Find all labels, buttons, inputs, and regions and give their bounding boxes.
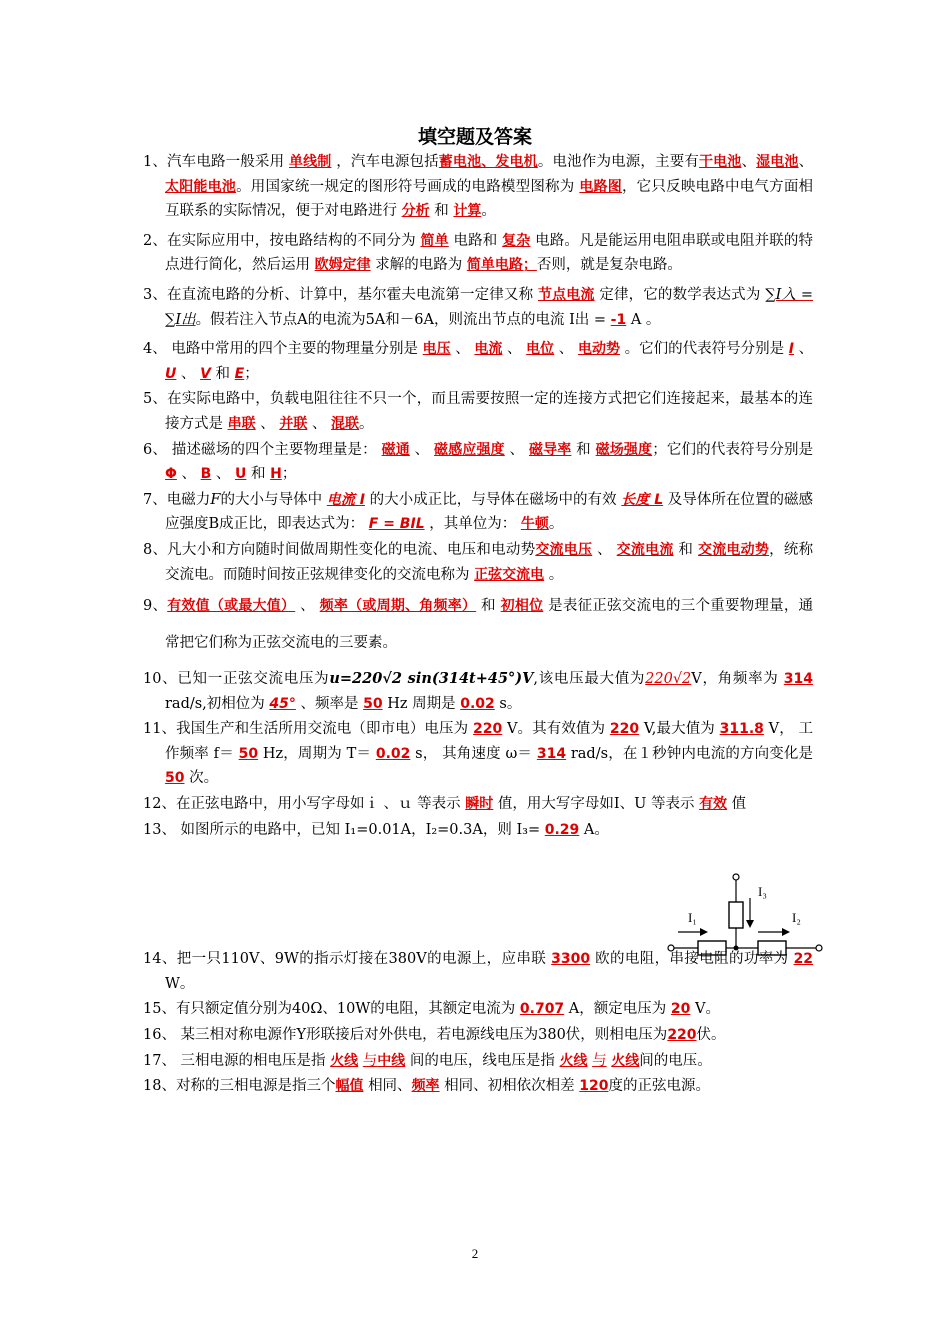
answer: 火线 (611, 1052, 640, 1069)
answer: 50 (165, 770, 185, 787)
answer: 单线制 (289, 154, 332, 170)
question-14: 14、把一只110V、9W的指示灯接在380V的电源上，应串联 3300 欧的电阻，串接电阻的功率为 22 W。 (143, 951, 814, 992)
answer: 湿电池 (756, 154, 799, 170)
answer: 磁通 (381, 441, 410, 458)
terminal-left (668, 945, 674, 951)
label-i3: I₃ (758, 884, 767, 899)
answer: 节点电流 (537, 286, 595, 303)
answer: 有效值（或最大值） (167, 598, 296, 615)
terminal-right (816, 945, 822, 951)
label-i2: I₂ (792, 910, 801, 925)
answer: 电动势 (577, 341, 620, 358)
answer: 0.02 (460, 695, 495, 712)
answer: 45° (269, 695, 296, 712)
answer: Φ (165, 466, 177, 483)
question-15: 15、有只额定值分别为40Ω、10W的电阻，其额定电流为 0.707 A，额定电压为 20 V。 (143, 1001, 720, 1018)
answer: 有效 (699, 796, 728, 813)
page-number: 2 (471, 1246, 479, 1261)
answer: 磁导率 (528, 441, 572, 458)
answer: 220 (472, 721, 503, 738)
answer: 简单电路； (466, 257, 537, 274)
answer: 串联 (227, 415, 256, 432)
answer: 50 (363, 695, 383, 712)
answer: 0.29 (544, 821, 580, 838)
question-13: 13、 如图所示的电路中，已知 I₁=0.01A，I₂=0.3A，则 I₃= 0.29 A。 (143, 821, 609, 838)
question-4: 4、 电路中常用的四个主要的物理量分别是 电压 、 电流 、 电位 、 电动势 。它们的代表符号分别是 I 、 U 、 V 和 E； (143, 341, 814, 382)
question-10: 10、已知一正弦交流电压为u=220√2 sin(314t+45°)V,该电压最大值为220√2V，角频率为 314 rad/s,初相位为 45° 、频率是 50 Hz 周期是 0.02 s。 (143, 670, 814, 712)
resistor-2 (758, 941, 786, 955)
answer: 牛顿 (520, 516, 549, 533)
terminal-top (733, 874, 739, 880)
answer: 干电池 (699, 154, 742, 170)
question-3: 3、在直流电路的分析、计算中，基尔霍夫电流第一定律又称 节点电流 定律，它的数学表达式为 ∑I入 = ∑I出。假若注入节点A的电流为5A和－6A，则流出节点的电流 I出 = -1 A 。 (143, 286, 814, 328)
resistor-1 (698, 941, 726, 955)
answer: 电流 I (326, 491, 365, 508)
answer: 频率（或周期、角频率） (319, 598, 477, 615)
answer: V (200, 365, 211, 382)
answer: 磁场强度 (595, 441, 653, 458)
voltage-expression: u=220√2 sin(314t+45°)V (329, 670, 534, 688)
question-18: 18、对称的三相电源是指三个幅值 相同、频率 相同、初相依次相差 120度的正弦电源。 (143, 1078, 711, 1095)
question-6: 6、 描述磁场的四个主要物理量是： 磁通 、 磁感应强度 、 磁导率 和 磁场强度；它们的代表符号分别是 Φ 、 B 、 U 和 H； (143, 441, 814, 483)
answer: 120 (579, 1078, 609, 1095)
answer: 瞬时 (465, 796, 494, 813)
answer: 分析 (401, 203, 430, 220)
page-title: 填空题及答案 (417, 126, 532, 148)
arrow-i3-head (746, 920, 754, 928)
answer: 初相位 (500, 598, 544, 615)
answer: 磁感应强度 (434, 441, 505, 458)
answer: 混联 (331, 415, 360, 432)
resistor-3 (729, 902, 743, 928)
answer: 20 (670, 1001, 691, 1018)
answer: 复杂 (502, 232, 531, 249)
answer: 314 (783, 671, 814, 688)
answer: 正弦交流电 (474, 566, 545, 583)
answer: B (200, 466, 212, 483)
answer: 220 (667, 1027, 697, 1044)
answer: 交流电流 (616, 541, 674, 558)
answer: 中线 (377, 1052, 406, 1069)
answer: 电压 (422, 341, 451, 358)
answer: 火线 (330, 1052, 359, 1069)
answer: 太阳能电池 (165, 178, 237, 195)
question-12: 12、在正弦电路中，用小写字母如ｉ 、ｕ 等表示 瞬时 值，用大写字母如I、U 等表示 有效 值 (143, 796, 747, 813)
question-2: 2、在实际应用中，按电路结构的不同分为 简单 电路和 复杂 电路。凡是能运用电阻串联或电阻并联的特点进行简化，然后运用 欧姆定律 求解的电路为 简单电路；否则，就是复杂电路。 (143, 232, 814, 274)
answer: E (234, 365, 245, 382)
answer: 22 (793, 951, 814, 968)
answer: 电路图 (579, 178, 622, 195)
question-11: 11、我国生产和生活所用交流电（即市电）电压为 220 V。其有效值为 220 V,最大值为 311.8 V， 工作频率 f＝ 50 Hz，周期为 T＝ 0.02 s， 其角速度 ω＝ 314 rad/s，在１秒钟内电流的方向变化是 50 次。 (143, 721, 814, 787)
answer: 火线 (559, 1052, 588, 1069)
answer: 0.02 (375, 745, 411, 762)
answer: 电位 (526, 341, 555, 358)
question-16: 16、 某三相对称电源作Y形联接后对外供电，若电源线电压为380伏，则相电压为220伏。 (143, 1027, 726, 1044)
answer: 计算 (453, 203, 482, 220)
answer: 0.707 (519, 1001, 565, 1018)
answer: F = BIL (368, 516, 425, 533)
answer: 3300 (551, 951, 591, 968)
question-9: 9、有效值（或最大值） 、 频率（或周期、角频率） 和 初相位 是表征正弦交流电的三个重要物理量，通常把它们称为正弦交流电的三要素。 (143, 598, 814, 652)
question-8: 8、凡大小和方向随时间做周期性变化的电流、电压和电动势交流电压 、 交流电流 和 交流电动势，统称交流电。而随时间按正弦规律变化的交流电称为 正弦交流电 。 (143, 541, 814, 583)
answer: 220√2 (645, 671, 692, 688)
question-17: 17、 三相电源的相电压是指 火线 与中线 间的电压，线电压是指 火线 与 火线间的电压。 (143, 1052, 712, 1069)
answer: 蓄电池、发电机 (438, 154, 538, 170)
answer: 并联 (279, 415, 308, 432)
question-1: 1、汽车电路一般采用 单线制 ，汽车电源包括蓄电池、发电机。电池作为电源，主要有干电池、湿电池、太阳能电池。用国家统一规定的图形符号画成的电路模型图称为 电路图，它只反映电路中电气方面相互联系的实际情况，便于对电路进行 分析 和 计算。 (143, 154, 814, 220)
arrow-i2-head (782, 928, 790, 936)
answer: 交流电压 (535, 541, 593, 558)
label-i1: I₁ (688, 910, 697, 925)
answer: 50 (238, 745, 259, 762)
answer: 长度 L (621, 491, 664, 508)
answer: U (235, 466, 247, 483)
answer: 简单 (420, 232, 449, 249)
answer: U (165, 365, 177, 382)
answer: 交流电动势 (697, 541, 770, 558)
question-7: 7、电磁力F的大小与导体中 电流 I 的大小成正比，与导体在磁场中的有效 长度 L 及导体所在位置的磁感应强度B成正比，即表达式为： F = BIL ，其单位为： 牛顿。 (143, 491, 814, 533)
answer: I (788, 341, 795, 358)
answer: 314 (536, 745, 567, 762)
arrow-i1-head (700, 928, 708, 936)
answer: H (270, 466, 282, 483)
kcl-formula: ∑I入 = ∑I出 (165, 286, 814, 328)
answer: 220 (609, 721, 640, 738)
answer: 幅值 (335, 1078, 364, 1095)
answer: -1 (610, 311, 627, 328)
question-5: 5、在实际电路中，负载电阻往往不只一个，而且需要按照一定的连接方式把它们连接起来，最基本的连接方式是 串联 、 并联 、 混联。 (143, 391, 813, 432)
answer: 电流 (474, 341, 503, 358)
answer: 频率 (411, 1078, 440, 1095)
circuit-diagram (666, 872, 826, 962)
answer: 311.8 (719, 721, 764, 738)
answer: 欧姆定律 (314, 257, 371, 274)
